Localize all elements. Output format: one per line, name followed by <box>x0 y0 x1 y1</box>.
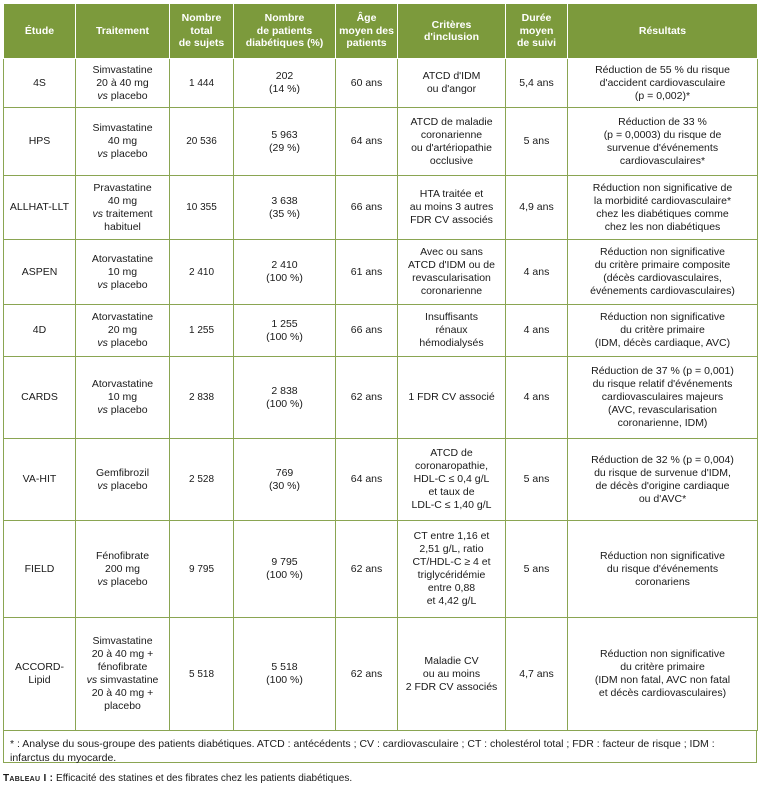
table-row <box>4 108 758 176</box>
caption-text: Efficacité des statines et des fibrates chez les patients diabétiques. <box>56 773 353 784</box>
cell-line: habituel <box>104 220 141 233</box>
table-row <box>4 618 758 731</box>
cell-line: 20 à 40 mg <box>96 76 149 89</box>
table-body <box>4 59 758 731</box>
cell-traitement <box>76 59 170 108</box>
cell-sujets: 1 255 <box>170 305 234 357</box>
cell-resultats <box>568 305 758 357</box>
cell-line: 200 mg <box>104 562 141 575</box>
header-line: de patients <box>256 24 313 37</box>
cell-age: 62 ans <box>336 357 398 439</box>
cell-line: 10 mg <box>107 265 138 278</box>
cell-line: vs placebo <box>97 404 148 416</box>
cell-line: HDL-C ≤ 0,4 g/L <box>413 473 490 485</box>
cell-line: ATCD de maladie <box>410 115 493 128</box>
cell-line: vs placebo <box>97 89 148 102</box>
cell-line: (IDM, décès cardiaque, AVC) <box>594 337 731 349</box>
cell-line: occlusive <box>429 154 474 167</box>
cell-line: triglycéridémie <box>417 569 486 581</box>
caption-label: Tableau I : <box>3 773 54 784</box>
cell-age: 62 ans <box>336 618 398 731</box>
cell-line: chez les non diabétiques <box>604 220 721 233</box>
cell-age: 64 ans <box>336 108 398 176</box>
cell-resultats <box>568 618 758 731</box>
cell-line: HPS <box>28 135 51 147</box>
cell-line: (AVC, revascularisation <box>608 404 717 416</box>
cell-diabetiques <box>234 59 336 108</box>
cell-line: vs placebo <box>97 575 148 588</box>
cell-line: 40 mg <box>107 194 138 207</box>
cell-diabetiques <box>234 108 336 176</box>
cell-line: 2 838 <box>271 384 298 397</box>
header-line: Nombre <box>181 12 222 25</box>
cell-criteres <box>398 439 506 521</box>
cell-duree: 5,4 ans <box>506 59 568 108</box>
results-table <box>3 3 758 731</box>
header-age <box>336 4 398 59</box>
cell-line: entre 0,88 <box>427 582 476 594</box>
cell-line: Simvastatine <box>92 63 153 76</box>
cell-line: (IDM non fatal, AVC non fatal <box>594 674 731 686</box>
header-diabetiques <box>234 4 336 59</box>
cell-diabetiques <box>234 176 336 240</box>
cell-line: 1 255 <box>271 317 298 330</box>
header-line: Durée <box>521 12 552 25</box>
cell-line: cardiovasculaires* <box>619 154 706 167</box>
cell-etude <box>4 59 76 108</box>
header-line: Résultats <box>638 24 687 37</box>
cell-etude <box>4 240 76 305</box>
cell-line: Réduction de 32 % (p = 0,004) <box>591 453 734 466</box>
cell-sujets: 1 444 <box>170 59 234 108</box>
cell-resultats <box>568 357 758 439</box>
cell-line: LDL-C ≤ 1,40 g/L <box>411 499 492 511</box>
cell-line: Atorvastatine <box>91 378 154 390</box>
cell-line: (100 %) <box>266 272 303 284</box>
cell-line: ACCORD- <box>15 661 64 673</box>
cell-traitement <box>76 176 170 240</box>
cell-criteres <box>398 618 506 731</box>
cell-line: Lipid <box>28 674 51 686</box>
cell-line: placebo <box>104 700 141 712</box>
cell-line: ou d'artériopathie <box>411 141 492 154</box>
cell-resultats <box>568 176 758 240</box>
cell-age: 62 ans <box>336 521 398 618</box>
cell-line: du critère primaire <box>620 324 705 336</box>
cell-line: du risque de survenue d'IDM, <box>594 466 731 479</box>
header-line: d'inclusion <box>424 31 479 43</box>
cell-diabetiques <box>234 439 336 521</box>
cell-line: fénofibrate <box>97 661 148 673</box>
cell-line: la morbidité cardiovasculaire* <box>593 194 732 207</box>
cell-etude <box>4 439 76 521</box>
cell-traitement <box>76 439 170 521</box>
cell-criteres <box>398 305 506 357</box>
cell-line: ou au moins <box>422 667 481 680</box>
cell-line: du risque relatif d'événements <box>592 378 733 390</box>
cell-resultats <box>568 240 758 305</box>
cell-line: (14 %) <box>269 83 300 95</box>
cell-criteres <box>398 108 506 176</box>
cell-line: (35 %) <box>269 207 300 220</box>
cell-duree: 4,7 ans <box>506 618 568 731</box>
cell-line: ASPEN <box>21 265 58 278</box>
cell-line: Simvastatine <box>92 635 153 647</box>
cell-line: (décès cardiovasculaires, <box>603 272 722 284</box>
cell-line: ATCD d'IDM ou de <box>407 259 495 271</box>
cell-line: Avec ou sans <box>420 246 483 258</box>
cell-line: Atorvastatine <box>91 252 154 265</box>
header-row <box>4 4 758 59</box>
cell-traitement <box>76 305 170 357</box>
cell-criteres <box>398 240 506 305</box>
header-line: patients <box>346 37 387 50</box>
cell-line: Insuffisants <box>425 311 478 323</box>
cell-line: FIELD <box>24 562 55 575</box>
cell-line: 202 <box>275 70 294 82</box>
cell-duree: 5 ans <box>506 521 568 618</box>
cell-line: 5 518 <box>271 661 298 673</box>
cell-sujets: 5 518 <box>170 618 234 731</box>
cell-sujets: 20 536 <box>170 108 234 176</box>
cell-line: revascularisation <box>412 272 491 284</box>
cell-line: ou d'AVC* <box>638 492 687 505</box>
cell-line: Réduction non significative <box>600 311 725 323</box>
cell-line: du risque d'événements <box>606 562 719 575</box>
cell-line: Fénofibrate <box>95 549 150 562</box>
cell-criteres <box>398 176 506 240</box>
header-sujets <box>170 4 234 59</box>
cell-diabetiques <box>234 521 336 618</box>
header-resultats <box>568 4 758 59</box>
cell-line: Réduction de 37 % (p = 0,001) <box>591 365 734 377</box>
cell-line: CT entre 1,16 et <box>413 530 490 542</box>
cell-line: Atorvastatine <box>91 311 154 323</box>
cell-age: 66 ans <box>336 176 398 240</box>
cell-line: VA-HIT <box>22 473 57 485</box>
cell-line: vs simvastatine <box>86 674 159 686</box>
table-row <box>4 59 758 108</box>
header-line: diabétiques (%) <box>245 37 324 50</box>
cell-line: et 4,42 g/L <box>426 595 477 607</box>
cell-line: du critère primaire composite <box>594 259 731 271</box>
cell-etude <box>4 176 76 240</box>
header-traitement <box>76 4 170 59</box>
cell-line: ATCD d'IDM <box>422 70 481 82</box>
table-caption <box>3 773 757 784</box>
cell-line: (100 %) <box>266 674 303 686</box>
header-etude <box>4 4 76 59</box>
cell-line: 20 mg <box>107 324 138 336</box>
cell-etude <box>4 357 76 439</box>
cell-traitement <box>76 618 170 731</box>
header-line: total <box>190 24 213 37</box>
cell-line: Pravastatine <box>93 181 152 194</box>
cell-line: Réduction non significative <box>600 549 725 562</box>
cell-line: (100 %) <box>266 569 303 581</box>
cell-line: Réduction non significative <box>600 246 725 258</box>
cell-diabetiques <box>234 357 336 439</box>
cell-diabetiques <box>234 618 336 731</box>
cell-traitement <box>76 521 170 618</box>
cell-etude <box>4 108 76 176</box>
cell-line: Simvastatine <box>92 122 153 134</box>
cell-sujets: 2 838 <box>170 357 234 439</box>
cell-line: au moins 3 autres <box>409 201 494 213</box>
cell-line: Réduction de 55 % du risque <box>595 63 730 76</box>
cell-line: vs placebo <box>97 148 148 160</box>
cell-line: 9 795 <box>271 556 298 568</box>
cell-line: Réduction non significative <box>600 648 725 660</box>
cell-resultats <box>568 521 758 618</box>
cell-line: (p = 0,002)* <box>634 89 691 102</box>
cell-line: CT/HDL-C ≥ 4 et <box>412 556 491 568</box>
cell-line: (29 %) <box>269 141 300 154</box>
cell-line: 1 FDR CV associé <box>408 391 495 403</box>
table-row <box>4 240 758 305</box>
cell-resultats <box>568 439 758 521</box>
cell-line: événements cardiovasculaires) <box>590 285 735 297</box>
cell-duree: 4 ans <box>506 357 568 439</box>
table-row <box>4 357 758 439</box>
header-criteres <box>398 4 506 59</box>
cell-line: 20 à 40 mg + <box>91 687 154 699</box>
cell-line: vs traitement <box>92 207 153 220</box>
cell-resultats <box>568 108 758 176</box>
cell-line: vs placebo <box>97 278 148 291</box>
cell-line: d'accident cardiovasculaire <box>599 76 726 89</box>
header-line: moyen des <box>339 24 394 37</box>
table-container <box>3 3 757 784</box>
cell-line: cardiovasculaires majeurs <box>601 391 724 403</box>
cell-line: ou d'angor <box>426 83 477 95</box>
cell-line: ALLHAT-LLT <box>9 201 70 213</box>
cell-sujets: 9 795 <box>170 521 234 618</box>
cell-line: et taux de <box>428 486 475 498</box>
cell-line: 4S <box>33 76 46 89</box>
cell-line: coronariens <box>635 575 690 588</box>
header-line: Critères <box>431 18 472 31</box>
cell-line: 769 <box>275 466 294 479</box>
cell-duree: 5 ans <box>506 108 568 176</box>
cell-line: (100 %) <box>266 330 303 343</box>
header-line: Âge <box>356 12 377 25</box>
cell-line: FDR CV associés <box>410 214 493 226</box>
cell-line: coronarienne <box>420 128 483 141</box>
cell-line: 3 638 <box>271 194 298 207</box>
header-line: Nombre <box>264 12 305 25</box>
cell-line: 4D <box>32 324 47 336</box>
cell-line: vs placebo <box>97 479 148 492</box>
cell-criteres <box>398 59 506 108</box>
table-row <box>4 521 758 618</box>
cell-sujets: 2 528 <box>170 439 234 521</box>
header-line: Traitement <box>95 24 150 37</box>
cell-traitement <box>76 240 170 305</box>
cell-line: CARDS <box>21 391 58 403</box>
cell-diabetiques <box>234 240 336 305</box>
cell-age: 60 ans <box>336 59 398 108</box>
cell-duree: 4 ans <box>506 240 568 305</box>
cell-line: coronarienne <box>420 285 483 297</box>
cell-resultats <box>568 59 758 108</box>
cell-line: 10 mg <box>107 391 138 403</box>
cell-line: de décès d'origine cardiaque <box>595 479 730 492</box>
header-line: de suivi <box>516 37 557 50</box>
cell-line: ATCD de <box>430 447 473 459</box>
cell-line: 2 FDR CV associés <box>405 680 498 693</box>
cell-sujets: 2 410 <box>170 240 234 305</box>
cell-line: 2 410 <box>271 259 298 271</box>
cell-line: Maladie CV <box>424 654 479 667</box>
cell-line: hémodialysés <box>419 337 484 349</box>
cell-line: Réduction non significative de <box>592 181 733 194</box>
cell-criteres <box>398 357 506 439</box>
cell-line: survenue d'événements <box>606 141 719 154</box>
cell-line: rénaux <box>435 324 468 336</box>
cell-line: coronaropathie, <box>415 460 488 472</box>
cell-diabetiques <box>234 305 336 357</box>
header-line: Étude <box>24 24 55 37</box>
cell-traitement <box>76 108 170 176</box>
cell-line: 2,51 g/L, ratio <box>419 543 484 555</box>
cell-etude <box>4 305 76 357</box>
cell-line: (p = 0,0003) du risque de <box>603 128 722 141</box>
header-duree <box>506 4 568 59</box>
cell-line: et décès cardiovasculaires) <box>598 687 727 699</box>
cell-line: 40 mg <box>107 135 138 147</box>
cell-traitement <box>76 357 170 439</box>
cell-etude <box>4 618 76 731</box>
cell-age: 64 ans <box>336 439 398 521</box>
cell-sujets: 10 355 <box>170 176 234 240</box>
table-row <box>4 439 758 521</box>
cell-line: HTA traitée et <box>419 188 484 200</box>
cell-line: 20 à 40 mg + <box>91 648 154 660</box>
cell-line: (30 %) <box>269 479 300 492</box>
header-line: moyen <box>519 24 554 37</box>
cell-line: coronarienne, IDM) <box>617 417 708 429</box>
cell-criteres <box>398 521 506 618</box>
cell-line: Réduction de 33 % <box>618 115 707 128</box>
cell-age: 61 ans <box>336 240 398 305</box>
cell-line: 5 963 <box>271 128 298 141</box>
header-line: de sujets <box>178 37 225 50</box>
cell-line: du critère primaire <box>620 661 705 673</box>
cell-line: chez les diabétiques comme <box>596 207 729 220</box>
table-row <box>4 305 758 357</box>
cell-duree: 4 ans <box>506 305 568 357</box>
cell-duree: 4,9 ans <box>506 176 568 240</box>
cell-line: (100 %) <box>266 397 303 410</box>
footnote: * : Analyse du sous-groupe des patients diabétiques. ATCD : antécédents ; CV : cardiovasculaire ; CT : cholestérol total ; FDR : facteur de risque ; IDM : infarctus du myocarde. <box>3 731 757 763</box>
cell-line: vs placebo <box>97 337 148 349</box>
cell-etude <box>4 521 76 618</box>
cell-line: Gemfibrozil <box>95 466 150 479</box>
table-row <box>4 176 758 240</box>
cell-age: 66 ans <box>336 305 398 357</box>
cell-duree: 5 ans <box>506 439 568 521</box>
